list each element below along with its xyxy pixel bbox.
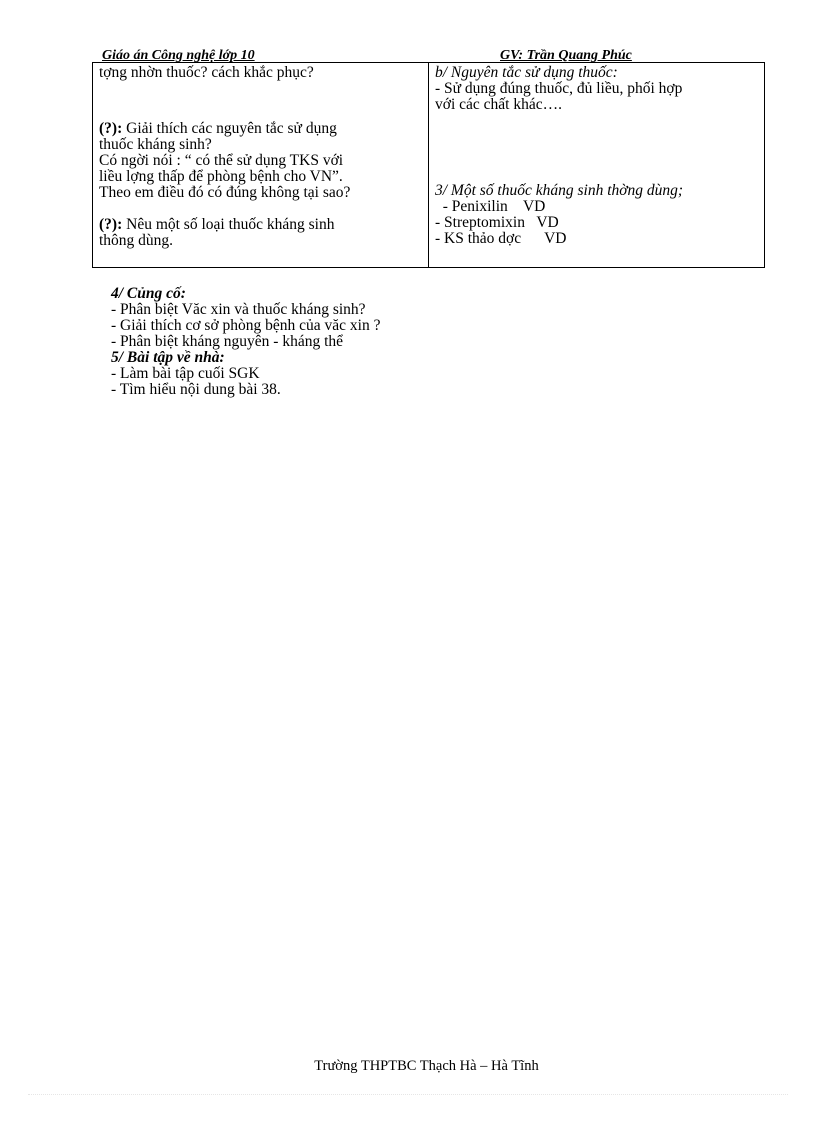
teacher-activity-cell bbox=[93, 63, 429, 268]
page-footer: Trường THPTBC Thạch Hà – Hà Tĩnh bbox=[314, 1058, 539, 1074]
question-mark: (?): bbox=[99, 120, 123, 137]
question-text: Nêu một số loại thuốc kháng sinh bbox=[122, 216, 335, 233]
heading-b: b/ Nguyên tắc sử dụng thuốc: bbox=[435, 64, 618, 81]
text-line: với các chất khác…. bbox=[435, 96, 562, 113]
list-item: - Giải thích cơ sở phòng bệnh của văc xin ? bbox=[111, 317, 381, 334]
section-4-title: 4/ Củng cố: bbox=[111, 285, 186, 302]
list-item: - Streptomixin VD bbox=[435, 214, 559, 231]
list-item: - KS thảo dợc VD bbox=[435, 230, 567, 247]
text-line: thông dùng. bbox=[99, 232, 174, 249]
question-text: Giải thích các nguyên tắc sử dụng bbox=[122, 120, 337, 137]
divider bbox=[28, 1094, 788, 1095]
question-2 bbox=[99, 217, 422, 233]
text-line: Theo em điều đó có đúng không tại sao? bbox=[99, 184, 351, 201]
table-row bbox=[93, 63, 765, 268]
text-line: liều lợng thấp để phòng bệnh cho VN”. bbox=[99, 168, 343, 185]
text-line: Có ngời nói : “ có thể sử dụng TKS với bbox=[99, 152, 344, 169]
question-1 bbox=[99, 121, 422, 137]
list-item: - Làm bài tập cuối SGK bbox=[111, 365, 260, 382]
list-item: - Tìm hiểu nội dung bài 38. bbox=[111, 381, 281, 398]
lesson-table bbox=[92, 62, 765, 268]
text-line: thuốc kháng sinh? bbox=[99, 136, 212, 153]
header-teacher: GV: Trần Quang Phúc bbox=[500, 48, 632, 63]
list-item: - Phân biệt kháng nguyên - kháng thể bbox=[111, 333, 344, 350]
question-mark: (?): bbox=[99, 216, 123, 233]
text-line: - Sử dụng đúng thuốc, đủ liều, phối hợp bbox=[435, 80, 683, 97]
list-item: - Penixilin VD bbox=[435, 198, 546, 215]
heading-3: 3/ Một số thuốc kháng sinh thờng dùng; bbox=[435, 182, 684, 199]
header-subject: Giáo án Công nghệ lớp 10 bbox=[102, 48, 255, 63]
review-and-homework bbox=[111, 286, 380, 398]
section-5-title: 5/ Bài tập về nhà: bbox=[111, 349, 225, 366]
text-line: tợng nhờn thuốc? cách khắc phục? bbox=[99, 64, 314, 81]
content-cell bbox=[429, 63, 765, 268]
list-item: - Phân biệt Văc xin và thuốc kháng sinh? bbox=[111, 301, 366, 318]
